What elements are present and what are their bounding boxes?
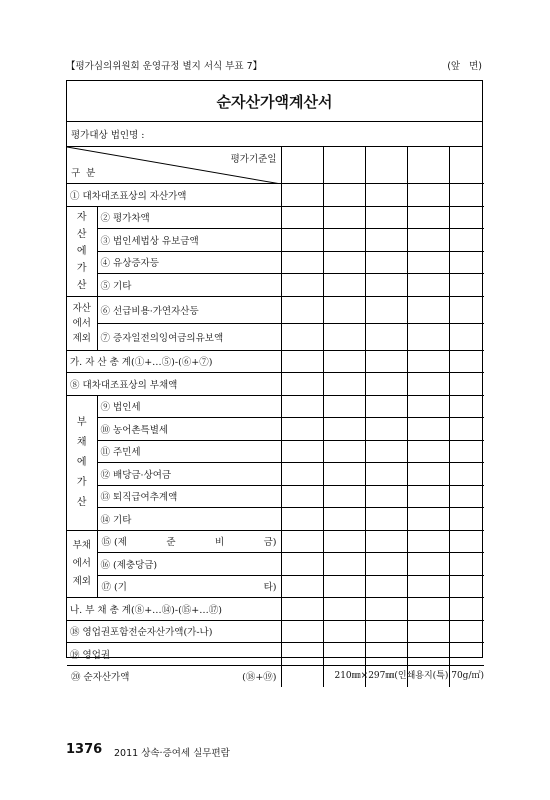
value-cell[interactable]	[323, 485, 365, 508]
value-cell[interactable]	[365, 274, 407, 297]
value-cell[interactable]	[281, 395, 323, 418]
row-label: ⑥ 선급비용·가연자산등	[97, 296, 281, 323]
value-cell[interactable]	[449, 184, 484, 207]
value-cell[interactable]	[365, 323, 407, 350]
value-cell[interactable]	[323, 440, 365, 463]
value-cell[interactable]	[365, 463, 407, 486]
value-cell[interactable]	[281, 665, 323, 687]
value-cell[interactable]	[323, 530, 365, 553]
value-cell[interactable]	[323, 296, 365, 323]
row-label: ⑬ 퇴직급여추계액	[97, 485, 281, 508]
value-cell[interactable]	[281, 229, 323, 252]
paper-spec: 210㎜×297㎜(인쇄용지(특) 70g/㎡)	[334, 671, 484, 681]
table-row	[67, 229, 484, 252]
value-cell[interactable]	[407, 373, 449, 396]
row-label: ⑱ 영업권포함전순자산가액(가-나)	[67, 620, 281, 643]
value-cell[interactable]	[281, 184, 323, 207]
value-cell[interactable]	[449, 418, 484, 441]
group-label-liab-sub: 부채에서제외	[67, 530, 97, 598]
value-cell[interactable]	[449, 575, 484, 598]
table-row	[67, 418, 484, 441]
value-cell[interactable]	[281, 323, 323, 350]
row-label: ⑩ 농어촌특별세	[97, 418, 281, 441]
book-title: 2011 상속·증여세 실무편람	[114, 748, 230, 759]
value-cell[interactable]	[365, 251, 407, 274]
group-label-asset-add: 자산에가산	[67, 206, 97, 296]
table-row	[67, 620, 484, 643]
value-cell[interactable]	[323, 643, 365, 666]
value-cell[interactable]	[323, 463, 365, 486]
value-cell[interactable]	[407, 184, 449, 207]
table-row	[67, 643, 484, 666]
value-cell[interactable]	[281, 147, 323, 184]
value-cell[interactable]	[407, 323, 449, 350]
value-cell[interactable]	[407, 350, 449, 373]
value-cell[interactable]	[281, 643, 323, 666]
value-cell[interactable]	[281, 373, 323, 396]
value-cell[interactable]	[281, 274, 323, 297]
value-cell[interactable]	[365, 485, 407, 508]
corp-name-label: 평가대상 법인명 :	[71, 130, 145, 141]
value-cell[interactable]	[449, 530, 484, 553]
value-cell[interactable]	[281, 463, 323, 486]
value-cell[interactable]	[365, 373, 407, 396]
value-cell[interactable]	[365, 350, 407, 373]
total-liabilities-label: 나. 부 채 총 계(⑧+…⑭)-(⑮+…⑰)	[67, 598, 281, 621]
value-cell[interactable]	[323, 147, 365, 184]
value-cell[interactable]	[365, 508, 407, 531]
value-cell[interactable]	[449, 147, 484, 184]
value-cell[interactable]	[323, 184, 365, 207]
value-cell[interactable]	[281, 508, 323, 531]
value-cell[interactable]	[323, 395, 365, 418]
value-cell[interactable]	[365, 530, 407, 553]
value-cell[interactable]	[323, 323, 365, 350]
table-row	[67, 323, 484, 350]
value-cell[interactable]	[281, 598, 323, 621]
form-title: 순자산가액계산서	[67, 81, 482, 122]
value-cell[interactable]	[365, 620, 407, 643]
value-cell[interactable]	[323, 620, 365, 643]
diagonal-header-cell	[67, 147, 281, 184]
page-number: 1376	[66, 742, 103, 757]
table-row	[67, 463, 484, 486]
value-cell[interactable]	[323, 206, 365, 229]
row-label: ⑦ 증자일전의잉여금의유보액	[97, 323, 281, 350]
value-cell[interactable]	[449, 463, 484, 486]
value-cell[interactable]	[449, 206, 484, 229]
row-label: ⑫ 배당금·상여금	[97, 463, 281, 486]
row-label: ⑮ (제 준 비 금)	[97, 530, 281, 553]
table-row	[67, 184, 484, 207]
row-label: ① 대차대조표상의 자산가액	[67, 184, 281, 207]
table-row	[67, 598, 484, 621]
asset-table	[67, 147, 484, 687]
row-label: ⑲ 영업권	[67, 643, 281, 666]
value-cell[interactable]	[323, 251, 365, 274]
value-cell[interactable]	[281, 350, 323, 373]
value-cell[interactable]	[323, 350, 365, 373]
value-cell[interactable]	[449, 296, 484, 323]
corp-name-field[interactable]	[67, 122, 482, 147]
table-row	[67, 575, 484, 598]
value-cell[interactable]	[281, 485, 323, 508]
row-label: ② 평가차액	[97, 206, 281, 229]
value-cell[interactable]	[449, 440, 484, 463]
value-cell[interactable]	[449, 598, 484, 621]
value-cell[interactable]	[365, 553, 407, 576]
row-label: ④ 유상증자등	[97, 251, 281, 274]
value-cell[interactable]	[407, 598, 449, 621]
value-cell[interactable]	[407, 296, 449, 323]
value-cell[interactable]	[449, 508, 484, 531]
value-cell[interactable]	[407, 553, 449, 576]
value-cell[interactable]	[407, 440, 449, 463]
value-cell[interactable]	[407, 485, 449, 508]
value-cell[interactable]	[281, 553, 323, 576]
value-cell[interactable]	[365, 206, 407, 229]
value-cell[interactable]	[281, 620, 323, 643]
value-cell[interactable]	[407, 418, 449, 441]
value-cell[interactable]	[365, 575, 407, 598]
value-cell[interactable]	[365, 418, 407, 441]
row-label: ⑨ 법인세	[97, 395, 281, 418]
value-cell[interactable]	[449, 251, 484, 274]
value-cell[interactable]	[407, 508, 449, 531]
row-label: ⑧ 대차대조표상의 부채액	[67, 373, 281, 396]
value-cell[interactable]	[323, 598, 365, 621]
base-date-label: 평가기준일	[230, 154, 277, 165]
value-cell[interactable]	[407, 274, 449, 297]
value-cell[interactable]	[365, 229, 407, 252]
value-cell[interactable]	[449, 229, 484, 252]
value-cell[interactable]	[449, 373, 484, 396]
table-row	[67, 206, 484, 229]
row-label: ⑤ 기타	[97, 274, 281, 297]
value-cell[interactable]	[281, 296, 323, 323]
value-cell[interactable]	[281, 418, 323, 441]
value-cell[interactable]	[449, 350, 484, 373]
value-cell[interactable]	[365, 643, 407, 666]
value-cell[interactable]	[365, 440, 407, 463]
category-label: 구분	[71, 168, 102, 179]
group-label-asset-sub: 자산에서제외	[67, 296, 97, 350]
value-cell[interactable]	[449, 274, 484, 297]
value-cell[interactable]	[281, 530, 323, 553]
value-cell[interactable]	[407, 575, 449, 598]
value-cell[interactable]	[407, 620, 449, 643]
row-label: ③ 법인세법상 유보금액	[97, 229, 281, 252]
row-label: ⑭ 기타	[97, 508, 281, 531]
value-cell[interactable]	[323, 373, 365, 396]
table-row	[67, 296, 484, 323]
value-cell[interactable]	[365, 598, 407, 621]
form-reference: 【평가심의위원회 운영규정 별지 서식 부표 7】	[66, 61, 263, 72]
value-cell[interactable]	[407, 206, 449, 229]
table-row	[67, 274, 484, 297]
value-cell[interactable]	[323, 274, 365, 297]
value-cell[interactable]	[407, 643, 449, 666]
value-cell[interactable]	[407, 229, 449, 252]
value-cell[interactable]	[407, 251, 449, 274]
value-cell[interactable]	[449, 323, 484, 350]
value-cell[interactable]	[449, 553, 484, 576]
value-cell[interactable]	[449, 643, 484, 666]
value-cell[interactable]	[449, 620, 484, 643]
value-cell[interactable]	[407, 530, 449, 553]
value-cell[interactable]	[323, 553, 365, 576]
value-cell[interactable]	[281, 251, 323, 274]
row-label: ⑪ 주민세	[97, 440, 281, 463]
group-label-liab-add: 부채에가산	[67, 395, 97, 530]
table-row	[67, 373, 484, 396]
value-cell[interactable]	[323, 418, 365, 441]
row-label: ⑰ (기 타)	[97, 575, 281, 598]
table-row	[67, 553, 484, 576]
table-row	[67, 395, 484, 418]
table-row	[67, 251, 484, 274]
table-row	[67, 350, 484, 373]
value-cell[interactable]	[407, 395, 449, 418]
value-cell[interactable]	[449, 485, 484, 508]
total-assets-label: 가. 자 산 총 계(①+…⑤)-(⑥+⑦)	[67, 350, 281, 373]
page-side-label: (앞 면)	[447, 61, 482, 72]
value-cell[interactable]	[365, 147, 407, 184]
table-header-row	[67, 147, 484, 184]
value-cell[interactable]	[281, 440, 323, 463]
table-row	[67, 485, 484, 508]
value-cell[interactable]	[323, 575, 365, 598]
value-cell[interactable]	[407, 147, 449, 184]
value-cell[interactable]	[323, 508, 365, 531]
row-label: ⑯ (제충당금)	[97, 553, 281, 576]
value-cell[interactable]	[365, 184, 407, 207]
table-row	[67, 508, 484, 531]
value-cell[interactable]	[449, 395, 484, 418]
value-cell[interactable]	[323, 229, 365, 252]
table-row	[67, 440, 484, 463]
value-cell[interactable]	[281, 206, 323, 229]
table-row	[67, 530, 484, 553]
net-asset-value-label: ⑳ 순자산가액 (⑱+⑲)	[67, 665, 281, 687]
value-cell[interactable]	[365, 296, 407, 323]
value-cell[interactable]	[365, 395, 407, 418]
value-cell[interactable]	[407, 463, 449, 486]
value-cell[interactable]	[281, 575, 323, 598]
